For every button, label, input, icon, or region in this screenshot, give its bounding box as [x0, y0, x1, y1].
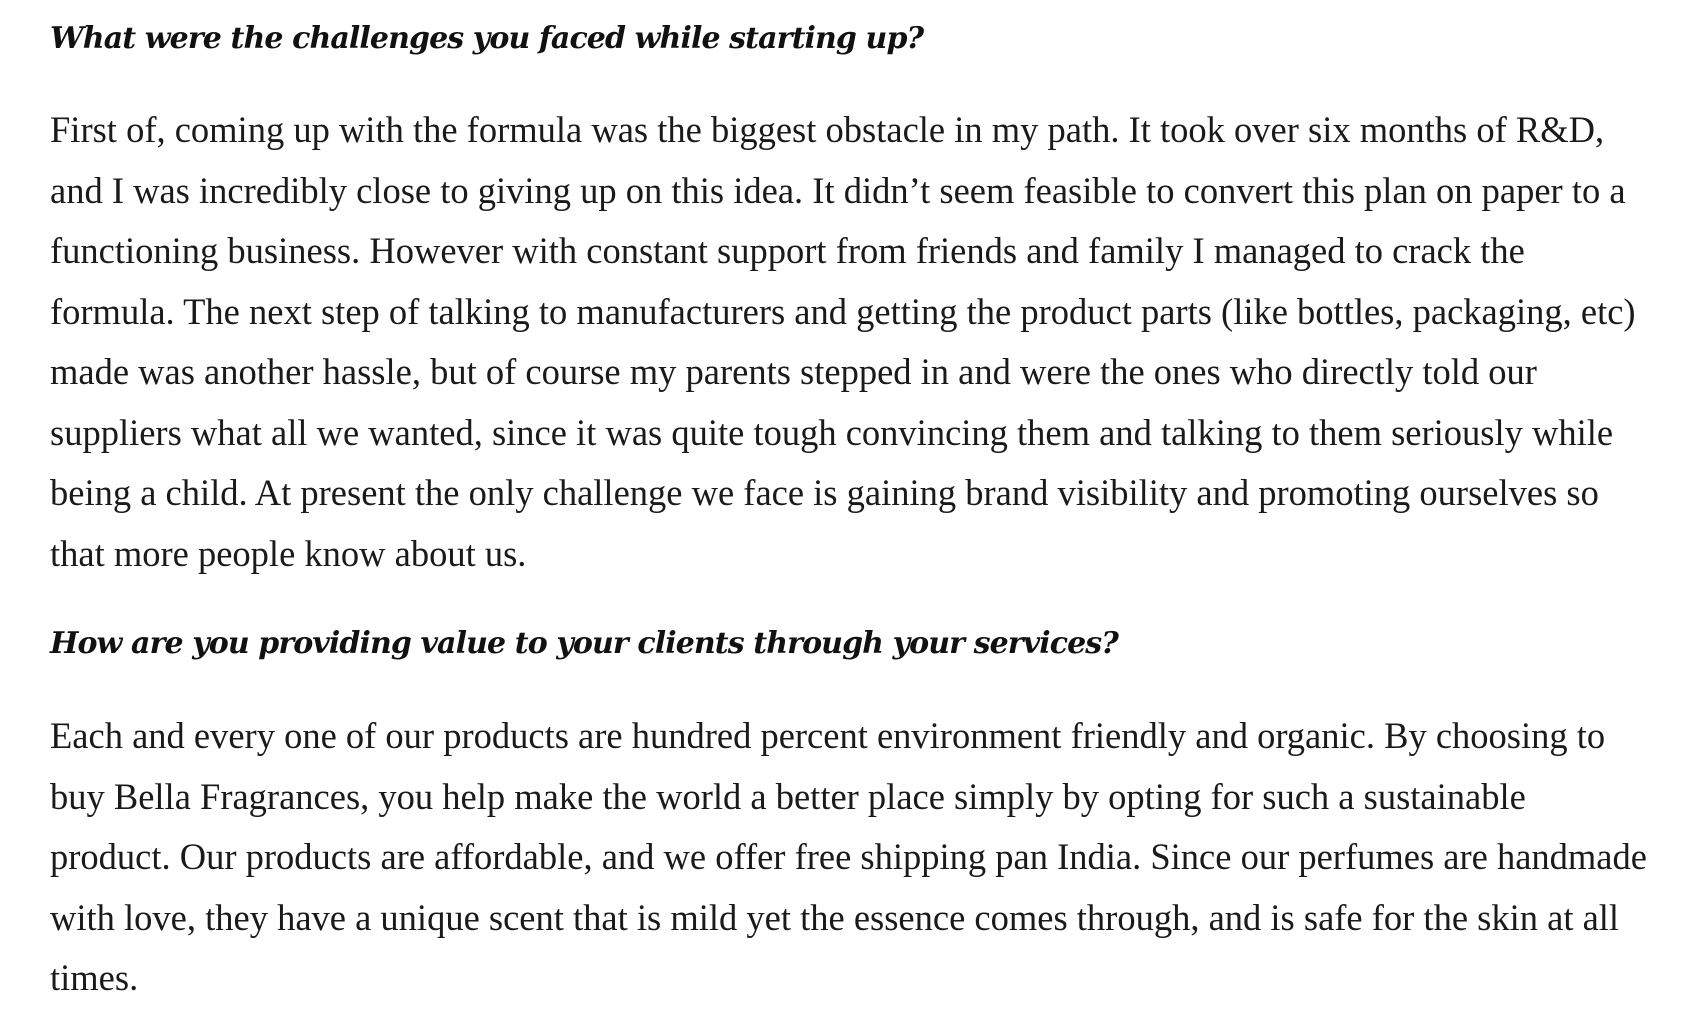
- answer-paragraph-challenges: First of, coming up with the formula was the biggest obstacle in my path. It took over six months of R&D, and I was incredibly close to giving up on this idea. It didn’t seem feasible to convert this plan on paper to a functioning business. However with constant support from friends and family I managed to crack the formula. The next step of talking to manufacturers and getting the product parts (like bottles, packaging, etc) made was another hassle, but of course my parents stepped in and were the ones who directly told our suppliers what all we wanted, since it was quite tough convincing them and talking to them seriously while being a child. At present the only challenge we face is gaining brand visibility and promoting ourselves so that more people know about us.: [50, 109, 1636, 574]
- question-heading-value: How are you providing value to your clients through your services?: [50, 626, 1118, 661]
- question-heading-challenges: What were the challenges you faced while starting up?: [50, 21, 924, 56]
- answer-paragraph-value: Each and every one of our products are hundred percent environment friendly and organic. By choosing to buy Bella Fragrances, you help make the world a better place simply by opting for such a sustainable product. Our products are affordable, and we offer free shipping pan India. Since our perfumes are handmade with love, they have a unique scent that is mild yet the essence comes through, and is safe for the skin at all times.: [50, 715, 1647, 998]
